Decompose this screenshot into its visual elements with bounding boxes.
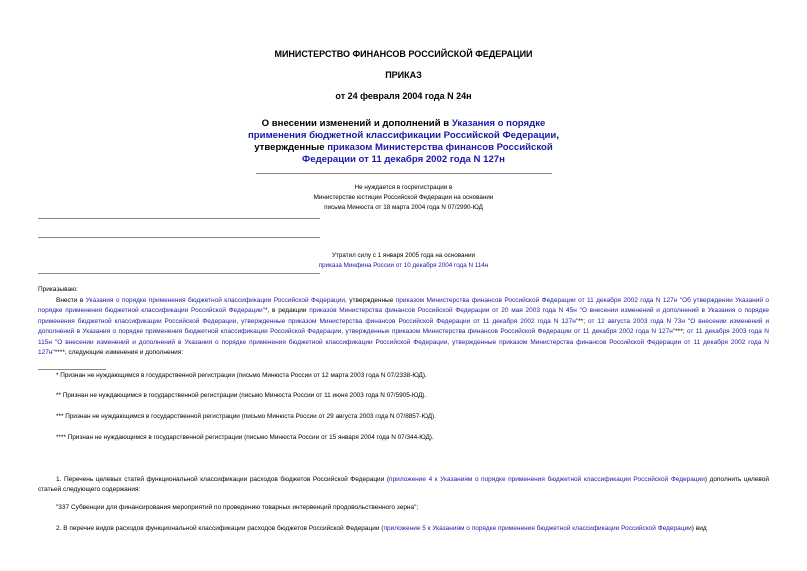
item1-text-1: 1. Перечень целевых статей функциональной классификации расходов бюджетов Российской Федерации (	[56, 476, 390, 483]
item-1	[38, 475, 769, 496]
document-type: ПРИКАЗ	[385, 70, 422, 80]
item2-text-2: ) вид	[691, 525, 707, 532]
title-prefix: О внесении изменений и дополнений в	[261, 118, 452, 129]
p1-link-order-115n[interactable]: от 11 декабря 2003 года N 115н "О внесении изменений и дополнений в Указания о порядке применения бюджетной классификации Российской Федерации, утвержденные приказом Министерства финансов Российской Федерации от 11 декабря 2002 года N 127н"	[38, 328, 769, 357]
p1-link-order-73n[interactable]: от 12 августа 2003 года N 73н "О внесении изменений и дополнений в Указания о порядке применения бюджетной классификации Российской Федерации, утвержденные приказом Министерства финансов Российской Федерации от 11 декабря 2002 года N 127н"	[38, 317, 769, 336]
repeal-line-1: Утратил силу с 1 января 2005 года на основании	[331, 252, 476, 259]
p1-text-1: Внести в	[56, 297, 86, 304]
quote-line: "337 Субвенции для финансирования мероприятий по проведению товарных интервенций продовольственного зерна";	[56, 504, 419, 511]
p1-link-order-127n[interactable]: приказом Министерства финансов Российской Федерации от 11 декабря 2002 года N 127н "Об утверждении Указаний о порядке применения бюджетной классификации Российской Федерации"	[38, 297, 769, 315]
registration-note	[0, 183, 807, 213]
registration-line-1: Не нуждается в госрегистрации в	[354, 184, 453, 191]
repeal-note	[0, 251, 807, 271]
paragraph-main	[38, 296, 769, 358]
order-word: Приказываю:	[38, 286, 78, 293]
p1-text-3: *, в редакции	[264, 307, 310, 315]
p1-text-6: ****, следующие изменения и дополнения:	[54, 349, 184, 357]
repeal-link[interactable]: приказа Минфина России от 10 декабря 2004 года N 114н	[318, 262, 489, 269]
title-middle: , утвержденные	[254, 130, 559, 153]
item1-text-2: ) дополнить целевой статьей следующего содержания:	[38, 476, 769, 494]
p1-link-instructions[interactable]: Указания о порядке применения бюджетной классификации Российской Федерации	[85, 297, 346, 304]
registration-line-2: Министерстве юстиции Российской Федерации на основании	[313, 194, 494, 201]
title-divider	[256, 173, 552, 174]
item-2	[56, 524, 707, 534]
item1-link-appendix-4[interactable]: приложение 4 к Указаниям о порядке применения бюджетной классификации Российской Федерации	[389, 476, 705, 483]
footnote-divider	[38, 369, 106, 370]
footnote-4: **** Признан не нуждающимся в государственной регистрации (письмо Минюста России от 15 января 2004 года N 07/344-ЮД).	[56, 434, 434, 441]
divider	[38, 218, 320, 219]
title-link-instructions[interactable]: Указания о порядке применения бюджетной классификации Российской Федерации	[248, 118, 557, 141]
ministry-heading: МИНИСТЕРСТВО ФИНАНСОВ РОССИЙСКОЙ ФЕДЕРАЦИИ	[274, 49, 533, 59]
p1-link-order-45n[interactable]: приказов Министерства финансов Российской Федерации от 20 мая 2003 года N 45н "О внесении изменений и дополнений в Указания о порядке применения бюджетной классификации Российской Федерации, утвержденные приказом Министерства финансов Российской Федерации от 11 декабря 2002 года N 127н"	[38, 307, 770, 325]
item2-text-1: 2. В перечне видов расходов функциональной классификации расходов бюджетов Российской Федерации (	[56, 525, 384, 532]
p1-text-4: **;	[578, 317, 588, 325]
divider	[38, 237, 320, 238]
document-date: от 24 февраля 2004 года N 24н	[335, 91, 472, 101]
footnote-2: ** Признан не нуждающимся в государственной регистрации (письмо Минюста России от 11 июня 2003 года N 07/5905-ЮД).	[56, 392, 427, 399]
p1-text-5: ***;	[675, 328, 687, 336]
divider	[38, 273, 320, 274]
footnote-1: * Признан не нуждающимся в государственной регистрации (письмо Минюста России от 12 марта 2003 года N 07/2338-ЮД).	[56, 372, 427, 379]
registration-line-3: письма Минюста от 18 марта 2004 года N 07/2990-ЮД	[324, 204, 483, 211]
footnote-3: *** Признан не нуждающимся в государственной регистрации (письмо Минюста России от 29 августа 2003 года N 07/8857-ЮД).	[56, 413, 436, 420]
p1-text-2: , утвержденные	[345, 297, 396, 304]
document-title	[245, 118, 562, 166]
title-link-order[interactable]: приказом Министерства финансов Российской Федерации от 11 декабря 2002 года N 127н	[302, 142, 553, 165]
item2-link-appendix-5[interactable]: приложение 5 к Указаниям о порядке применения бюджетной классификации Российской Федерации	[383, 525, 692, 532]
